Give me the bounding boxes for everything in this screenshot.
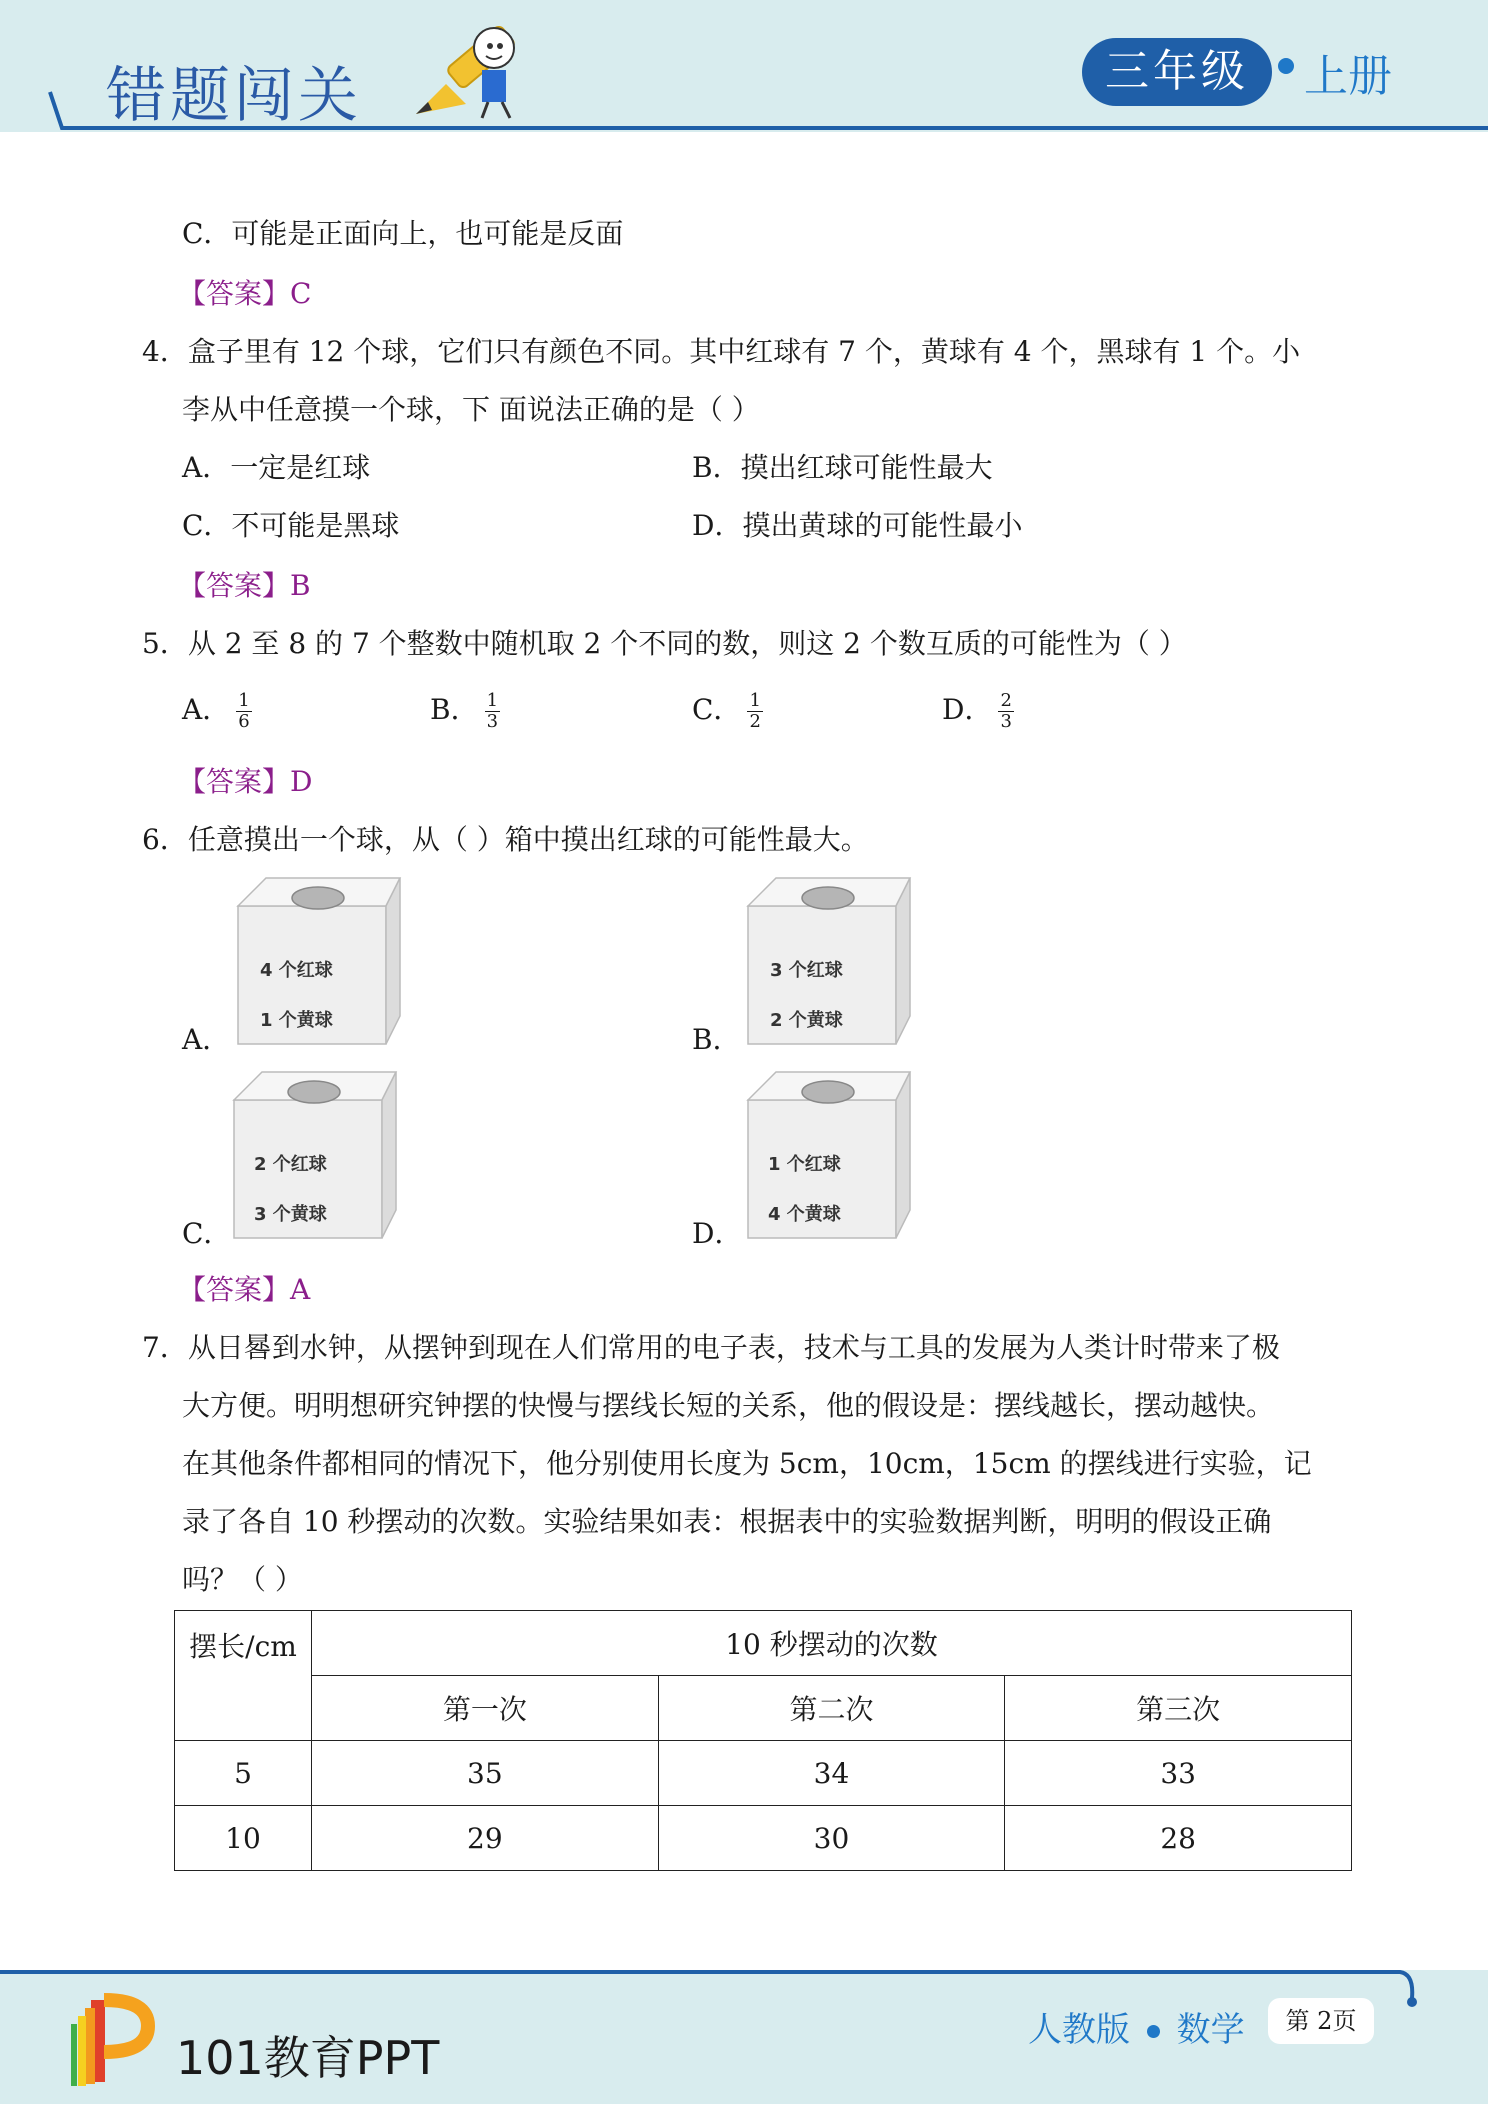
trial-header: 第二次 — [658, 1676, 1005, 1741]
separator-dot — [1278, 58, 1294, 74]
trial-header: 第一次 — [312, 1676, 659, 1741]
q6-option-b-label: B． — [692, 1023, 741, 1056]
numerator: 1 — [749, 690, 761, 711]
box-d-red-count: 1 个红球 — [768, 1154, 841, 1175]
fraction — [998, 691, 1013, 732]
q6-answer: 【答案】A — [178, 1273, 311, 1306]
brand-logo-icon — [68, 1990, 164, 2090]
edition-label — [1028, 2002, 1245, 2051]
table-subheader-row — [175, 1676, 1352, 1741]
q6-option-a-label: A． — [182, 1023, 231, 1056]
pencil-mascot-icon — [406, 14, 546, 124]
volume-label: 上册 — [1304, 51, 1392, 102]
brand-name: 101教育PPT — [176, 2031, 440, 2085]
q4-option-c: C．不可能是黑球 — [182, 509, 400, 542]
q3-option-c: C．可能是正面向上，也可能是反面 — [182, 217, 624, 250]
denominator: 2 — [749, 711, 761, 732]
length-column-header: 摆长/cm — [175, 1611, 312, 1741]
q4-option-d: D．摸出黄球的可能性最小 — [692, 509, 1023, 542]
swing-count-group-header: 10 秒摆动的次数 — [312, 1611, 1352, 1676]
numerator: 2 — [1000, 690, 1012, 711]
fraction — [236, 691, 251, 732]
q7-stem-line5: 吗？（ ） — [182, 1563, 303, 1596]
table-row — [175, 1806, 1352, 1871]
q6-option-d-label: D． — [692, 1217, 743, 1250]
count-cell: 29 — [312, 1806, 659, 1871]
trial-header: 第三次 — [1005, 1676, 1352, 1741]
q5-option-d — [942, 690, 1014, 732]
count-cell: 28 — [1005, 1806, 1352, 1871]
fraction — [747, 691, 762, 732]
box-d-yellow-count: 4 个黄球 — [768, 1204, 841, 1225]
box-a-yellow-count: 1 个黄球 — [260, 1010, 333, 1031]
length-cell: 10 — [175, 1806, 312, 1871]
grade-badge: 三年级 — [1082, 38, 1272, 106]
box-a-illustration — [236, 876, 404, 1046]
box-b-illustration — [746, 876, 914, 1046]
q4-option-b: B．摸出红球可能性最大 — [692, 451, 993, 484]
box-b-red-count: 3 个红球 — [770, 960, 843, 981]
box-c-yellow-count: 3 个黄球 — [254, 1204, 327, 1225]
box-a-red-count: 4 个红球 — [260, 960, 333, 981]
box-c-red-count: 2 个红球 — [254, 1154, 327, 1175]
length-cell: 5 — [175, 1741, 312, 1806]
table-row — [175, 1741, 1352, 1806]
q7-stem-line1: 7．从日晷到水钟，从摆钟到现在人们常用的电子表，技术与工具的发展为人类计时带来了极 — [142, 1331, 1280, 1364]
count-cell: 33 — [1005, 1741, 1352, 1806]
fraction — [485, 691, 500, 732]
table-header-row — [175, 1611, 1352, 1676]
option-label: A． — [182, 693, 231, 726]
box-c-illustration — [232, 1070, 400, 1240]
denominator: 6 — [238, 711, 250, 732]
q7-stem-line2: 大方便。明明想研究钟摆的快慢与摆线长短的关系，他的假设是：摆线越长，摆动越快。 — [182, 1389, 1275, 1422]
numerator: 1 — [486, 690, 499, 711]
q6-option-c-label: C． — [182, 1217, 232, 1250]
q4-answer: 【答案】B — [178, 569, 311, 602]
subject-name: 数学 — [1176, 2010, 1245, 2050]
q4-option-a: A．一定是红球 — [182, 451, 371, 484]
option-label: B． — [430, 693, 479, 726]
numerator: 1 — [238, 690, 250, 711]
edition-name: 人教版 — [1028, 2010, 1130, 2050]
count-cell: 30 — [658, 1806, 1005, 1871]
box-b-yellow-count: 2 个黄球 — [770, 1010, 843, 1031]
denominator: 3 — [486, 711, 499, 732]
q5-option-c — [692, 690, 763, 732]
count-cell: 34 — [658, 1741, 1005, 1806]
q7-stem-line3: 在其他条件都相同的情况下，他分别使用长度为 5cm，10cm，15cm 的摆线进行实验，记 — [182, 1447, 1312, 1480]
q5-option-a — [182, 690, 252, 732]
q5-answer: 【答案】D — [178, 765, 313, 798]
q5-option-b — [430, 690, 500, 732]
footer-decoration — [0, 1968, 1488, 2018]
option-label: C． — [692, 693, 742, 726]
q4-stem-line2: 李从中任意摸一个球，下 面说法正确的是（ ） — [182, 393, 760, 426]
page-number: 第 2页 — [1268, 1998, 1374, 2044]
q5-stem: 5．从 2 至 8 的 7 个整数中随机取 2 个不同的数，则这 2 个数互质的可能性为（ ） — [142, 627, 1187, 660]
page-title: 错题闯关 — [106, 61, 362, 131]
q6-stem: 6．任意摸出一个球，从（ ）箱中摸出红球的可能性最大。 — [142, 823, 869, 856]
separator-dot — [1147, 2025, 1160, 2038]
count-cell: 35 — [312, 1741, 659, 1806]
option-label: D． — [942, 693, 993, 726]
box-d-illustration — [746, 1070, 914, 1240]
denominator: 3 — [1000, 711, 1012, 732]
pendulum-table — [174, 1610, 1352, 1871]
q3-answer: 【答案】C — [178, 277, 312, 310]
q4-stem-line1: 4．盒子里有 12 个球，它们只有颜色不同。其中红球有 7 个，黄球有 4 个，黑球有 1 个。小 — [142, 335, 1301, 368]
q7-stem-line4: 录了各自 10 秒摆动的次数。实验结果如表：根据表中的实验数据判断，明明的假设正确 — [182, 1505, 1272, 1538]
